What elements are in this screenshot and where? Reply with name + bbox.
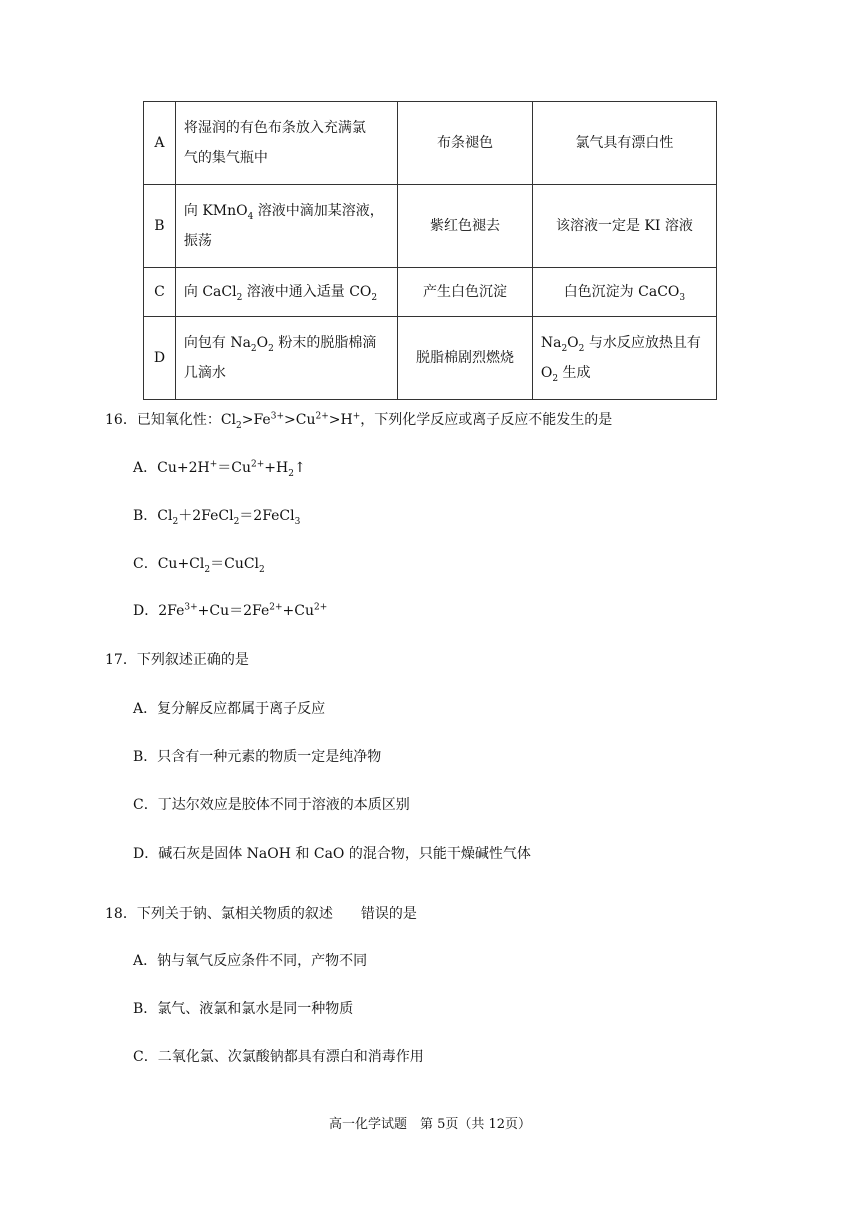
question-18-option-c: C．二氧化氯、次氯酸钠都具有漂白和消毒作用	[133, 1049, 424, 1065]
operation-cell: 向 KMnO$_4$ 溶液中滴加某溶液， 振荡	[175, 185, 397, 268]
conclusion-cell: 白色沉淀为 CaCO$_3$	[532, 268, 716, 317]
table-row	[144, 185, 717, 268]
question-16-option-d: D．$2Fe^{3+}+Cu=2Fe^{2+}+Cu^{2+}$	[133, 602, 328, 619]
conclusion-cell: 该溶液一定是 KI 溶液	[532, 185, 716, 268]
question-17-option-a: A．复分解反应都属于离子反应	[133, 701, 326, 717]
phenomenon-cell: 紫红色褪去	[398, 185, 533, 268]
question-18-stem: 18．下列关于钠、氯相关物质的叙述 错误的是	[105, 906, 417, 922]
option-cell: D	[144, 317, 176, 400]
question-16-option-c: C．$Cu+Cl_2=CuCl_2$	[133, 556, 265, 575]
conclusion-cell: $Na_2O_2$ 与水反应放热且有 $O_2$ 生成	[532, 317, 716, 400]
question-18-option-b: B．氯气、液氯和氯水是同一种物质	[133, 1001, 354, 1017]
experiment-table	[143, 101, 717, 400]
table-row	[144, 102, 717, 185]
operation-cell: 将湿润的有色布条放入充满氯 气的集气瓶中	[175, 102, 397, 185]
question-17-option-c: C．丁达尔效应是胶体不同于溶液的本质区别	[133, 797, 410, 813]
operation-cell: 向 CaCl$_2$ 溶液中通入适量 $CO_2$	[175, 268, 397, 317]
phenomenon-cell: 脱脂棉剧烈燃烧	[398, 317, 533, 400]
operation-cell: 向包有 $Na_2O_2$ 粉末的脱脂棉滴 几滴水	[175, 317, 397, 400]
question-16-option-b: B．$Cl_2+2FeCl_2=2FeCl_3$	[133, 508, 301, 527]
question-17-option-d: D．碱石灰是固体 NaOH 和 CaO 的混合物，只能干燥碱性气体	[133, 846, 531, 862]
question-17-option-b: B．只含有一种元素的物质一定是纯净物	[133, 749, 382, 765]
table-row	[144, 268, 717, 317]
table-row	[144, 317, 717, 400]
option-cell: C	[144, 268, 176, 317]
question-18-option-a: A．钠与氧气反应条件不同，产物不同	[133, 953, 368, 969]
question-17-stem: 17．下列叙述正确的是	[105, 652, 249, 668]
option-cell: A	[144, 102, 176, 185]
phenomenon-cell: 产生白色沉淀	[398, 268, 533, 317]
question-16-stem: 16．已知氧化性：$Cl_2>Fe^{3+}>Cu^{2+}>H^+$，下列化学反应或离子反应不能发生的是	[105, 411, 613, 431]
question-16-option-a: A．$Cu+2H^+=Cu^{2+}+H_2↑$	[133, 459, 306, 479]
option-cell: B	[144, 185, 176, 268]
page-footer: 高一化学试题 第 5页（共 12页）	[328, 1117, 532, 1132]
conclusion-cell: 氯气具有漂白性	[532, 102, 716, 185]
phenomenon-cell: 布条褪色	[398, 102, 533, 185]
